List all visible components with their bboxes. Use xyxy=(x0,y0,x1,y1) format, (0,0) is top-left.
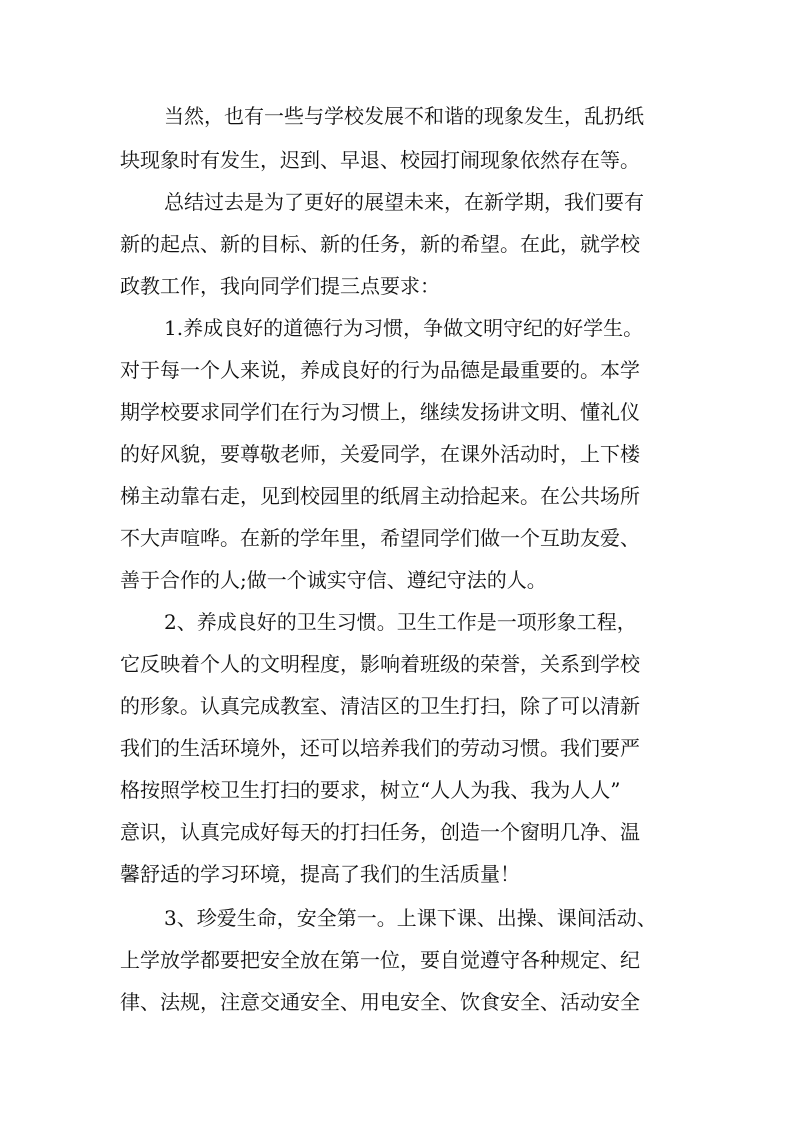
text-line: 律、法规，注意交通安全、用电安全、饮食安全、活动安全 xyxy=(120,990,640,1014)
text-line: 总结过去是为了更好的展望未来，在新学期，我们要有 xyxy=(164,190,644,214)
text-line: 格按照学校卫生打扫的要求，树立“人人为我、我为人人” xyxy=(120,778,621,802)
text-line: 上学放学都要把安全放在第一位，要自觉遵守各种规定、纪 xyxy=(120,948,640,972)
text-line: 新的起点、新的目标、新的任务，新的希望。在此，就学校 xyxy=(120,232,640,256)
text-line: 期学校要求同学们在行为习惯上，继续发扬讲文明、懂礼仪 xyxy=(120,400,640,424)
text-line: 善于合作的人;做一个诚实守信、遵纪守法的人。 xyxy=(120,568,547,592)
text-line: 1.养成良好的道德行为习惯，争做文明守纪的好学生。 xyxy=(164,316,644,340)
text-line: 馨舒适的学习环境，提高了我们的生活质量！ xyxy=(120,862,520,886)
text-line: 政教工作，我向同学们提三点要求： xyxy=(120,274,440,298)
text-line: 梯主动靠右走，见到校园里的纸屑主动拾起来。在公共场所 xyxy=(120,484,640,508)
text-line: 意识，认真完成好每天的打扫任务，创造一个窗明几净、温 xyxy=(120,820,640,844)
text-line: 它反映着个人的文明程度，影响着班级的荣誉，关系到学校 xyxy=(120,652,640,676)
text-line: 块现象时有发生，迟到、早退、校园打闹现象依然存在等。 xyxy=(120,148,640,172)
text-line: 的好风貌，要尊敬老师，关爱同学，在课外活动时，上下楼 xyxy=(120,442,640,466)
text-line: 3、珍爱生命，安全第一。上课下课、出操、课间活动、 xyxy=(164,906,657,930)
text-line: 我们的生活环境外，还可以培养我们的劳动习惯。我们要严 xyxy=(120,736,640,760)
text-line: 当然，也有一些与学校发展不和谐的现象发生，乱扔纸 xyxy=(164,104,644,128)
text-line: 的形象。认真完成教室、清洁区的卫生打扫，除了可以清新 xyxy=(120,694,640,718)
text-line: 对于每一个人来说，养成良好的行为品德是最重要的。本学 xyxy=(120,358,640,382)
text-line: 不大声喧哗。在新的学年里，希望同学们做一个互助友爱、 xyxy=(120,526,640,550)
text-line: 2、养成良好的卫生习惯。卫生工作是一项形象工程， xyxy=(164,610,637,634)
